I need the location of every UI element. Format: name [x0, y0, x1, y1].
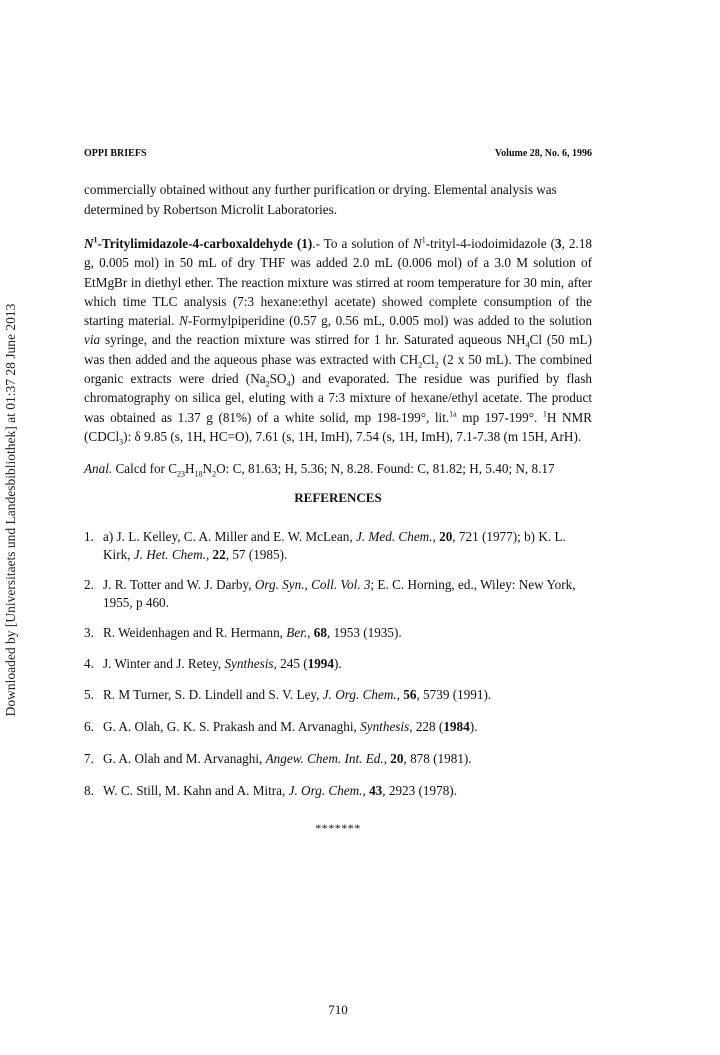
download-watermark [0, 300, 22, 720]
reference-item: 8. W. C. Still, M. Kahn and A. Mitra, J. Org. Chem., 43, 2923 (1978). [84, 783, 457, 798]
reference-item: 2. J. R. Totter and W. J. Darby, Org. Syn., Coll. Vol. 3; E. C. Horning, ed., Wiley: New York, 1955, p 460. [84, 577, 576, 610]
volume-info: Volume 28, No. 6, 1996 [494, 148, 592, 159]
page-number: 710 [328, 1002, 348, 1017]
reference-item: 7. G. A. Olah and M. Arvanaghi, Angew. Chem. Int. Ed., 20, 878 (1981). [84, 751, 472, 766]
compound-title: $N^1-Tritylimidazole-4$-carboxaldehyde (1) [84, 235, 313, 251]
reference-item: 3. R. Weidenhagen and R. Hermann, Ber., 68, 1953 (1935). [84, 625, 402, 640]
references-heading: REFERENCES [294, 490, 382, 505]
elemental-analysis: Anal. Calcd for $C_{23}H_{18}N_2O$: C, 81.63; H, 5.36; N, 8.28. Found: C, 81.82; H, 5.40; N, 8.17 [84, 461, 555, 479]
reference-item: 4. J. Winter and J. Retey, Synthesis, 245 (1994). [84, 656, 342, 671]
download-watermark-text: Downloaded by [Universitaets und Landesbibliothek] at 01:37 28 June 2013 [3, 303, 18, 717]
journal-name: OPPI BRIEFS [84, 148, 147, 159]
reference-item: 1. a) J. L. Kelley, C. A. Miller and E. W. McLean, J. Med. Chem., 20, 721 (1977); b) K. L. Kirk, J. Het. Chem., 22, 57 (1985). [84, 529, 566, 562]
running-header [84, 148, 592, 159]
reference-item: 6. G. A. Olah, G. K. S. Prakash and M. Arvanaghi, Synthesis, 228 (1984). [84, 719, 478, 734]
paragraph-intro: commercially obtained without any further purification or drying. Elemental analysis was determined by Robertson Microlit Laboratories. [84, 182, 557, 217]
reference-item: 5. R. M Turner, S. D. Lindell and S. V. Ley, J. Org. Chem., 56, 5739 (1991). [84, 687, 492, 702]
paragraph-procedure: $N^1-Tritylimidazole-4$-carboxaldehyde (1).- To a solution of $N^1-trityl-4$-iodoimidazole (3, 2.18 g, 0.005 mol) in 50 mL of dry THF was added 2.0 mL (0.006 mol) of a 3.0 M solution of EtMgBr in diethyl ether. The reaction mixture was stirred at room temperature for 30 min, after which time TLC analysis (7:3 hexane:ethyl acetate) showed complete consumption of the starting material. N-Formylpiperidine (0.57 g, 0.56 mL, 0.005 mol) was added to the solution via syringe, and the reaction mixture was stirred for 1 hr. Saturated aqueous $NH_4Cl$ (50 mL) was then added and the aqueous phase was extracted with $CH_2Cl_2$ (2 x 50 mL). The combined organic extracts were dried $(Na_2SO_4)$ and evaporated. The residue was purified by flash chromatography on silica gel, eluting with a 7:3 mixture of hexane/ethyl acetate. The product was obtained as 1.37 g (81%) of a white solid, mp 198-199°, lit.$^{1a}$ mp 197-199°. $^1$H NMR (CDCl$_3$): δ 9.85 (s, 1H, HC=O), 7.61 (s, 1H, ImH), 7.54 (s, 1H, ImH), 7.1-7.38 (m 15H, ArH). [84, 235, 593, 447]
section-separator: ******* [315, 821, 361, 835]
